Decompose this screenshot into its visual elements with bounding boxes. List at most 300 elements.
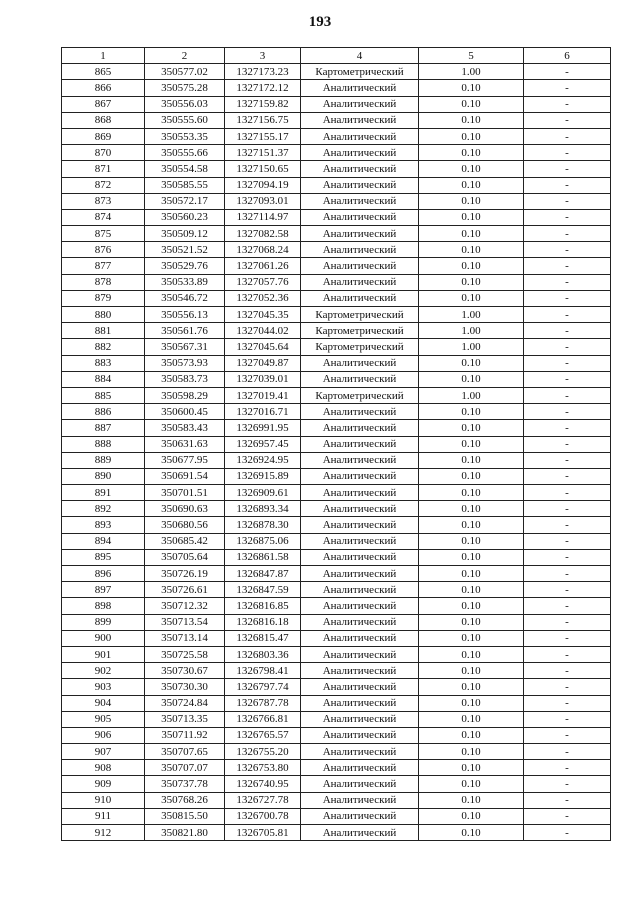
point-number-cell: 904 — [62, 695, 145, 711]
method-cell: Аналитический — [301, 177, 419, 193]
method-cell: Картометрический — [301, 323, 419, 339]
method-cell: Картометрический — [301, 307, 419, 323]
table-row — [62, 582, 611, 598]
x-coordinate-cell: 350561.76 — [145, 323, 225, 339]
accuracy-cell: 0.10 — [419, 792, 524, 808]
x-coordinate-cell: 350573.93 — [145, 355, 225, 371]
x-coordinate-cell: 350554.58 — [145, 161, 225, 177]
table-row — [62, 485, 611, 501]
point-number-cell: 879 — [62, 290, 145, 306]
table-row — [62, 825, 611, 841]
method-cell: Аналитический — [301, 193, 419, 209]
coordinates-table — [61, 47, 611, 841]
table-row — [62, 436, 611, 452]
accuracy-cell: 0.10 — [419, 436, 524, 452]
method-cell: Аналитический — [301, 679, 419, 695]
accuracy-cell: 0.10 — [419, 177, 524, 193]
accuracy-cell: 0.10 — [419, 145, 524, 161]
table-row — [62, 209, 611, 225]
accuracy-cell: 0.10 — [419, 808, 524, 824]
x-coordinate-cell: 350572.17 — [145, 193, 225, 209]
method-cell: Аналитический — [301, 355, 419, 371]
method-cell: Аналитический — [301, 436, 419, 452]
column-header: 1 — [62, 48, 145, 64]
y-coordinate-cell: 1326803.36 — [225, 646, 301, 662]
x-coordinate-cell: 350577.02 — [145, 64, 225, 80]
table-row — [62, 193, 611, 209]
x-coordinate-cell: 350705.64 — [145, 549, 225, 565]
table-row — [62, 177, 611, 193]
x-coordinate-cell: 350677.95 — [145, 452, 225, 468]
method-cell: Аналитический — [301, 663, 419, 679]
y-coordinate-cell: 1327016.71 — [225, 404, 301, 420]
x-coordinate-cell: 350713.14 — [145, 630, 225, 646]
x-coordinate-cell: 350680.56 — [145, 517, 225, 533]
x-coordinate-cell: 350553.35 — [145, 128, 225, 144]
accuracy-cell: 0.10 — [419, 566, 524, 582]
x-coordinate-cell: 350730.30 — [145, 679, 225, 695]
table-row — [62, 290, 611, 306]
x-coordinate-cell: 350707.65 — [145, 744, 225, 760]
note-cell: - — [524, 96, 611, 112]
y-coordinate-cell: 1326755.20 — [225, 744, 301, 760]
accuracy-cell: 0.10 — [419, 371, 524, 387]
accuracy-cell: 0.10 — [419, 226, 524, 242]
note-cell: - — [524, 501, 611, 517]
point-number-cell: 895 — [62, 549, 145, 565]
y-coordinate-cell: 1327151.37 — [225, 145, 301, 161]
point-number-cell: 903 — [62, 679, 145, 695]
x-coordinate-cell: 350560.23 — [145, 209, 225, 225]
point-number-cell: 869 — [62, 128, 145, 144]
point-number-cell: 866 — [62, 80, 145, 96]
y-coordinate-cell: 1326957.45 — [225, 436, 301, 452]
table-row — [62, 307, 611, 323]
y-coordinate-cell: 1326816.85 — [225, 598, 301, 614]
point-number-cell: 887 — [62, 420, 145, 436]
point-number-cell: 883 — [62, 355, 145, 371]
accuracy-cell: 0.10 — [419, 614, 524, 630]
accuracy-cell: 0.10 — [419, 646, 524, 662]
x-coordinate-cell: 350521.52 — [145, 242, 225, 258]
note-cell: - — [524, 533, 611, 549]
point-number-cell: 885 — [62, 387, 145, 403]
y-coordinate-cell: 1326909.61 — [225, 485, 301, 501]
point-number-cell: 875 — [62, 226, 145, 242]
point-number-cell: 892 — [62, 501, 145, 517]
x-coordinate-cell: 350737.78 — [145, 776, 225, 792]
method-cell: Аналитический — [301, 128, 419, 144]
method-cell: Аналитический — [301, 80, 419, 96]
accuracy-cell: 0.10 — [419, 679, 524, 695]
y-coordinate-cell: 1327061.26 — [225, 258, 301, 274]
x-coordinate-cell: 350555.60 — [145, 112, 225, 128]
note-cell: - — [524, 436, 611, 452]
method-cell: Аналитический — [301, 646, 419, 662]
method-cell: Аналитический — [301, 808, 419, 824]
note-cell: - — [524, 549, 611, 565]
note-cell: - — [524, 209, 611, 225]
page-number: 193 — [308, 14, 332, 30]
accuracy-cell: 0.10 — [419, 582, 524, 598]
table-row — [62, 727, 611, 743]
table-row — [62, 792, 611, 808]
table-row — [62, 517, 611, 533]
accuracy-cell: 0.10 — [419, 760, 524, 776]
note-cell: - — [524, 825, 611, 841]
accuracy-cell: 0.10 — [419, 242, 524, 258]
accuracy-cell: 0.10 — [419, 485, 524, 501]
note-cell: - — [524, 776, 611, 792]
accuracy-cell: 0.10 — [419, 128, 524, 144]
point-number-cell: 894 — [62, 533, 145, 549]
note-cell: - — [524, 760, 611, 776]
x-coordinate-cell: 350529.76 — [145, 258, 225, 274]
x-coordinate-cell: 350707.07 — [145, 760, 225, 776]
point-number-cell: 908 — [62, 760, 145, 776]
table-row — [62, 323, 611, 339]
table-row — [62, 630, 611, 646]
accuracy-cell: 0.10 — [419, 776, 524, 792]
method-cell: Аналитический — [301, 727, 419, 743]
method-cell: Аналитический — [301, 371, 419, 387]
point-number-cell: 886 — [62, 404, 145, 420]
accuracy-cell: 0.10 — [419, 420, 524, 436]
table-row — [62, 452, 611, 468]
table-row — [62, 614, 611, 630]
accuracy-cell: 0.10 — [419, 468, 524, 484]
accuracy-cell: 0.10 — [419, 549, 524, 565]
note-cell: - — [524, 161, 611, 177]
note-cell: - — [524, 128, 611, 144]
method-cell: Картометрический — [301, 339, 419, 355]
accuracy-cell: 0.10 — [419, 258, 524, 274]
table-row — [62, 128, 611, 144]
accuracy-cell: 0.10 — [419, 96, 524, 112]
x-coordinate-cell: 350768.26 — [145, 792, 225, 808]
y-coordinate-cell: 1326753.80 — [225, 760, 301, 776]
x-coordinate-cell: 350631.63 — [145, 436, 225, 452]
x-coordinate-cell: 350533.89 — [145, 274, 225, 290]
y-coordinate-cell: 1326847.87 — [225, 566, 301, 582]
table-row — [62, 695, 611, 711]
table-row — [62, 468, 611, 484]
accuracy-cell: 0.10 — [419, 404, 524, 420]
method-cell: Аналитический — [301, 582, 419, 598]
table-row — [62, 566, 611, 582]
note-cell: - — [524, 290, 611, 306]
y-coordinate-cell: 1327052.36 — [225, 290, 301, 306]
x-coordinate-cell: 350821.80 — [145, 825, 225, 841]
x-coordinate-cell: 350712.32 — [145, 598, 225, 614]
note-cell: - — [524, 112, 611, 128]
method-cell: Аналитический — [301, 517, 419, 533]
table-row — [62, 371, 611, 387]
table-row — [62, 776, 611, 792]
column-header: 2 — [145, 48, 225, 64]
method-cell: Аналитический — [301, 549, 419, 565]
x-coordinate-cell: 350598.29 — [145, 387, 225, 403]
table-row — [62, 387, 611, 403]
note-cell: - — [524, 679, 611, 695]
method-cell: Аналитический — [301, 468, 419, 484]
method-cell: Аналитический — [301, 161, 419, 177]
table-row — [62, 64, 611, 80]
x-coordinate-cell: 350555.66 — [145, 145, 225, 161]
note-cell: - — [524, 355, 611, 371]
point-number-cell: 878 — [62, 274, 145, 290]
accuracy-cell: 0.10 — [419, 663, 524, 679]
table-row — [62, 242, 611, 258]
method-cell: Аналитический — [301, 744, 419, 760]
table-row — [62, 711, 611, 727]
accuracy-cell: 0.10 — [419, 274, 524, 290]
method-cell: Аналитический — [301, 614, 419, 630]
table-row — [62, 258, 611, 274]
column-header: 6 — [524, 48, 611, 64]
y-coordinate-cell: 1327156.75 — [225, 112, 301, 128]
method-cell: Аналитический — [301, 242, 419, 258]
y-coordinate-cell: 1326787.78 — [225, 695, 301, 711]
y-coordinate-cell: 1326815.47 — [225, 630, 301, 646]
method-cell: Аналитический — [301, 258, 419, 274]
note-cell: - — [524, 242, 611, 258]
accuracy-cell: 1.00 — [419, 323, 524, 339]
point-number-cell: 900 — [62, 630, 145, 646]
point-number-cell: 896 — [62, 566, 145, 582]
y-coordinate-cell: 1326847.59 — [225, 582, 301, 598]
table-row — [62, 96, 611, 112]
y-coordinate-cell: 1327068.24 — [225, 242, 301, 258]
point-number-cell: 911 — [62, 808, 145, 824]
method-cell: Аналитический — [301, 533, 419, 549]
point-number-cell: 898 — [62, 598, 145, 614]
y-coordinate-cell: 1327114.97 — [225, 209, 301, 225]
note-cell: - — [524, 307, 611, 323]
y-coordinate-cell: 1326875.06 — [225, 533, 301, 549]
table-row — [62, 760, 611, 776]
x-coordinate-cell: 350701.51 — [145, 485, 225, 501]
y-coordinate-cell: 1327049.87 — [225, 355, 301, 371]
y-coordinate-cell: 1327159.82 — [225, 96, 301, 112]
point-number-cell: 872 — [62, 177, 145, 193]
accuracy-cell: 0.10 — [419, 193, 524, 209]
y-coordinate-cell: 1327173.23 — [225, 64, 301, 80]
table-row — [62, 420, 611, 436]
column-header: 4 — [301, 48, 419, 64]
method-cell: Картометрический — [301, 387, 419, 403]
y-coordinate-cell: 1326766.81 — [225, 711, 301, 727]
point-number-cell: 899 — [62, 614, 145, 630]
table-row — [62, 226, 611, 242]
accuracy-cell: 0.10 — [419, 825, 524, 841]
point-number-cell: 893 — [62, 517, 145, 533]
accuracy-cell: 0.10 — [419, 112, 524, 128]
table-row — [62, 355, 611, 371]
method-cell: Аналитический — [301, 290, 419, 306]
method-cell: Аналитический — [301, 776, 419, 792]
table-row — [62, 80, 611, 96]
y-coordinate-cell: 1326878.30 — [225, 517, 301, 533]
accuracy-cell: 0.10 — [419, 80, 524, 96]
accuracy-cell: 0.10 — [419, 517, 524, 533]
method-cell: Аналитический — [301, 711, 419, 727]
x-coordinate-cell: 350567.31 — [145, 339, 225, 355]
note-cell: - — [524, 404, 611, 420]
accuracy-cell: 0.10 — [419, 711, 524, 727]
x-coordinate-cell: 350600.45 — [145, 404, 225, 420]
point-number-cell: 902 — [62, 663, 145, 679]
column-header: 5 — [419, 48, 524, 64]
point-number-cell: 891 — [62, 485, 145, 501]
accuracy-cell: 0.10 — [419, 598, 524, 614]
table-row — [62, 501, 611, 517]
note-cell: - — [524, 339, 611, 355]
accuracy-cell: 1.00 — [419, 387, 524, 403]
method-cell: Аналитический — [301, 452, 419, 468]
method-cell: Аналитический — [301, 792, 419, 808]
method-cell: Аналитический — [301, 112, 419, 128]
note-cell: - — [524, 323, 611, 339]
accuracy-cell: 1.00 — [419, 64, 524, 80]
x-coordinate-cell: 350556.13 — [145, 307, 225, 323]
method-cell: Аналитический — [301, 420, 419, 436]
method-cell: Аналитический — [301, 404, 419, 420]
accuracy-cell: 0.10 — [419, 630, 524, 646]
table-row — [62, 598, 611, 614]
note-cell: - — [524, 371, 611, 387]
note-cell: - — [524, 226, 611, 242]
point-number-cell: 867 — [62, 96, 145, 112]
x-coordinate-cell: 350724.84 — [145, 695, 225, 711]
point-number-cell: 905 — [62, 711, 145, 727]
point-number-cell: 888 — [62, 436, 145, 452]
method-cell: Аналитический — [301, 630, 419, 646]
accuracy-cell: 0.10 — [419, 533, 524, 549]
point-number-cell: 870 — [62, 145, 145, 161]
note-cell: - — [524, 177, 611, 193]
x-coordinate-cell: 350685.42 — [145, 533, 225, 549]
y-coordinate-cell: 1327039.01 — [225, 371, 301, 387]
y-coordinate-cell: 1327045.64 — [225, 339, 301, 355]
table-row — [62, 663, 611, 679]
note-cell: - — [524, 468, 611, 484]
y-coordinate-cell: 1327172.12 — [225, 80, 301, 96]
point-number-cell: 880 — [62, 307, 145, 323]
y-coordinate-cell: 1326740.95 — [225, 776, 301, 792]
point-number-cell: 901 — [62, 646, 145, 662]
y-coordinate-cell: 1326861.58 — [225, 549, 301, 565]
method-cell: Аналитический — [301, 209, 419, 225]
accuracy-cell: 0.10 — [419, 695, 524, 711]
note-cell: - — [524, 420, 611, 436]
note-cell: - — [524, 566, 611, 582]
y-coordinate-cell: 1326991.95 — [225, 420, 301, 436]
x-coordinate-cell: 350575.28 — [145, 80, 225, 96]
y-coordinate-cell: 1326797.74 — [225, 679, 301, 695]
x-coordinate-cell: 350726.61 — [145, 582, 225, 598]
table-row — [62, 161, 611, 177]
method-cell: Аналитический — [301, 145, 419, 161]
note-cell: - — [524, 630, 611, 646]
table-row — [62, 808, 611, 824]
note-cell: - — [524, 727, 611, 743]
table-row — [62, 339, 611, 355]
y-coordinate-cell: 1326893.34 — [225, 501, 301, 517]
point-number-cell: 897 — [62, 582, 145, 598]
table-row — [62, 274, 611, 290]
accuracy-cell: 0.10 — [419, 727, 524, 743]
accuracy-cell: 1.00 — [419, 307, 524, 323]
y-coordinate-cell: 1327155.17 — [225, 128, 301, 144]
method-cell: Аналитический — [301, 485, 419, 501]
accuracy-cell: 0.10 — [419, 209, 524, 225]
point-number-cell: 876 — [62, 242, 145, 258]
method-cell: Аналитический — [301, 598, 419, 614]
y-coordinate-cell: 1327094.19 — [225, 177, 301, 193]
note-cell: - — [524, 808, 611, 824]
y-coordinate-cell: 1327019.41 — [225, 387, 301, 403]
note-cell: - — [524, 258, 611, 274]
point-number-cell: 871 — [62, 161, 145, 177]
point-number-cell: 910 — [62, 792, 145, 808]
method-cell: Аналитический — [301, 226, 419, 242]
x-coordinate-cell: 350556.03 — [145, 96, 225, 112]
method-cell: Аналитический — [301, 760, 419, 776]
y-coordinate-cell: 1327093.01 — [225, 193, 301, 209]
y-coordinate-cell: 1326798.41 — [225, 663, 301, 679]
x-coordinate-cell: 350725.58 — [145, 646, 225, 662]
accuracy-cell: 0.10 — [419, 452, 524, 468]
x-coordinate-cell: 350546.72 — [145, 290, 225, 306]
accuracy-cell: 0.10 — [419, 161, 524, 177]
note-cell: - — [524, 663, 611, 679]
y-coordinate-cell: 1326924.95 — [225, 452, 301, 468]
point-number-cell: 868 — [62, 112, 145, 128]
x-coordinate-cell: 350711.92 — [145, 727, 225, 743]
method-cell: Аналитический — [301, 825, 419, 841]
method-cell: Аналитический — [301, 501, 419, 517]
y-coordinate-cell: 1326765.57 — [225, 727, 301, 743]
x-coordinate-cell: 350713.35 — [145, 711, 225, 727]
accuracy-cell: 0.10 — [419, 501, 524, 517]
table-row — [62, 646, 611, 662]
note-cell: - — [524, 193, 611, 209]
note-cell: - — [524, 695, 611, 711]
note-cell: - — [524, 452, 611, 468]
header-row — [62, 48, 611, 64]
point-number-cell: 889 — [62, 452, 145, 468]
x-coordinate-cell: 350713.54 — [145, 614, 225, 630]
note-cell: - — [524, 485, 611, 501]
x-coordinate-cell: 350726.19 — [145, 566, 225, 582]
y-coordinate-cell: 1326727.78 — [225, 792, 301, 808]
note-cell: - — [524, 145, 611, 161]
column-header: 3 — [225, 48, 301, 64]
method-cell: Аналитический — [301, 695, 419, 711]
y-coordinate-cell: 1327057.76 — [225, 274, 301, 290]
y-coordinate-cell: 1327045.35 — [225, 307, 301, 323]
x-coordinate-cell: 350691.54 — [145, 468, 225, 484]
table-row — [62, 404, 611, 420]
note-cell: - — [524, 274, 611, 290]
point-number-cell: 890 — [62, 468, 145, 484]
y-coordinate-cell: 1326915.89 — [225, 468, 301, 484]
x-coordinate-cell: 350585.55 — [145, 177, 225, 193]
note-cell: - — [524, 582, 611, 598]
y-coordinate-cell: 1327150.65 — [225, 161, 301, 177]
table-row — [62, 112, 611, 128]
